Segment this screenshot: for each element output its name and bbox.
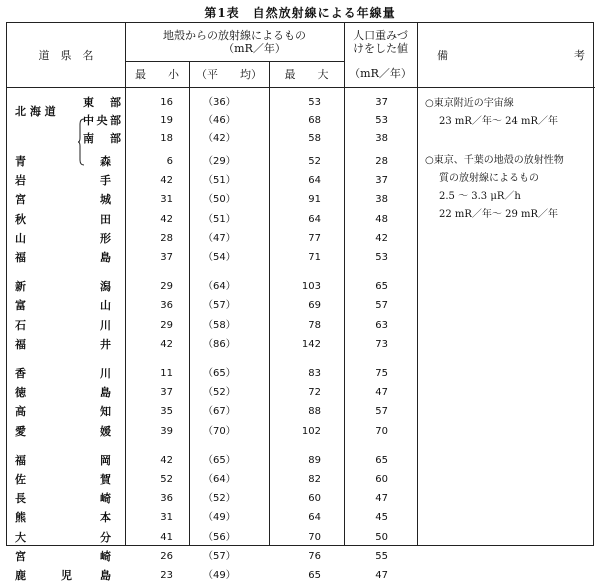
value-population-weighted: 75 [375,368,388,379]
value-min: 31 [160,512,173,523]
value-avg: （46） [203,115,236,126]
value-min: 11 [160,368,173,379]
prefecture-name: 宮 城 [15,193,111,206]
value-max: 82 [308,474,321,485]
value-avg: （56） [203,532,236,543]
value-min: 29 [160,320,173,331]
value-max: 142 [301,339,321,350]
value-population-weighted: 60 [375,474,388,485]
value-avg: （52） [203,493,236,504]
value-avg: （67） [203,406,236,417]
value-population-weighted: 37 [375,175,388,186]
value-min: 35 [160,406,173,417]
value-avg: （49） [203,570,236,581]
value-max: 58 [308,133,321,144]
prefecture-name: 新 潟 [15,280,111,293]
value-min: 36 [160,300,173,311]
value-avg: （58） [203,320,236,331]
value-avg: （57） [203,551,236,562]
value-min: 42 [160,455,173,466]
value-max: 60 [308,493,321,504]
header-ground-radiation: 地殻からの放射線によるもの [163,29,306,42]
prefecture-name: 秋 田 [15,213,111,226]
prefecture-name-hokkaido: 北 海 道 [15,105,56,118]
value-population-weighted: 47 [375,387,388,398]
value-max: 102 [301,426,321,437]
header-population-weighted: 人口重みづけをした値 [353,29,408,55]
value-min: 28 [160,233,173,244]
remark-line: 質の放射線によるもの [439,173,539,184]
prefecture-name: 青 森 [15,155,111,168]
value-min: 6 [166,156,173,167]
value-population-weighted: 53 [375,252,388,263]
value-population-weighted: 28 [375,156,388,167]
value-population-weighted: 37 [375,97,388,108]
subregion-name: 中央部 [83,114,121,127]
prefecture-name: 長 崎 [15,492,111,505]
value-population-weighted: 65 [375,281,388,292]
value-avg: （49） [203,512,236,523]
radiation-table [6,22,594,582]
value-population-weighted: 53 [375,115,388,126]
value-max: 53 [308,97,321,108]
value-population-weighted: 38 [375,133,388,144]
value-max: 89 [308,455,321,466]
value-population-weighted: 47 [375,493,388,504]
value-population-weighted: 42 [375,233,388,244]
value-min: 42 [160,214,173,225]
prefecture-name: 香 川 [15,367,111,380]
value-max: 91 [308,194,321,205]
value-avg: （70） [203,426,236,437]
table-title: 第1表 自然放射線による年線量 [204,6,396,20]
value-min: 18 [160,133,173,144]
value-max: 64 [308,175,321,186]
prefecture-name: 鹿 児 島 [15,569,111,582]
value-avg: （50） [203,194,236,205]
value-min: 26 [160,551,173,562]
value-max: 72 [308,387,321,398]
value-max: 71 [308,252,321,263]
value-avg: （65） [203,455,236,466]
value-max: 68 [308,115,321,126]
prefecture-name: 熊 本 [15,511,111,524]
value-max: 77 [308,233,321,244]
value-population-weighted: 50 [375,532,388,543]
value-max: 103 [301,281,321,292]
column-divider [417,23,418,545]
value-avg: （42） [203,133,236,144]
header-min: 最 小 [135,68,179,81]
value-max: 78 [308,320,321,331]
value-min: 39 [160,426,173,437]
prefecture-name: 大 分 [15,531,111,544]
value-max: 76 [308,551,321,562]
value-min: 37 [160,252,173,263]
remark-line: 23 mR／年～ 24 mR／年 [439,116,559,127]
value-avg: （51） [203,214,236,225]
subregion-name: 東 部 [83,96,121,109]
value-population-weighted: 47 [375,570,388,581]
subregion-name: 南 部 [83,132,121,145]
column-divider [189,61,190,545]
value-population-weighted: 45 [375,512,388,523]
header-max: 最 大 [284,68,329,81]
value-population-weighted: 63 [375,320,388,331]
value-min: 42 [160,175,173,186]
value-max: 64 [308,512,321,523]
prefecture-name: 福 井 [15,338,111,351]
value-min: 36 [160,493,173,504]
remark-line: ○東京附近の宇宙線 [425,98,514,109]
value-avg: （36） [203,97,236,108]
value-avg: （51） [203,175,236,186]
remark-line: ○東京、千葉の地殻の放射性物 [425,155,564,166]
value-avg: （86） [203,339,236,350]
value-population-weighted: 48 [375,214,388,225]
value-avg: （47） [203,233,236,244]
prefecture-name: 福 島 [15,251,111,264]
prefecture-name: 山 形 [15,232,111,245]
prefecture-name: 岩 手 [15,174,111,187]
value-population-weighted: 57 [375,300,388,311]
value-max: 52 [308,156,321,167]
prefecture-name: 福 岡 [15,454,111,467]
value-min: 52 [160,474,173,485]
value-max: 69 [308,300,321,311]
header-remarks: 備 考 [437,49,585,62]
value-population-weighted: 57 [375,406,388,417]
value-min: 42 [160,339,173,350]
value-min: 29 [160,281,173,292]
value-max: 70 [308,532,321,543]
prefecture-name: 佐 賀 [15,473,111,486]
header-avg: （平 均） [196,68,262,81]
value-population-weighted: 38 [375,194,388,205]
value-min: 31 [160,194,173,205]
prefecture-name: 石 川 [15,319,111,332]
value-min: 16 [160,97,173,108]
remark-line: 22 mR／年～ 29 mR／年 [439,209,559,220]
prefecture-name: 富 山 [15,299,111,312]
value-max: 83 [308,368,321,379]
value-min: 41 [160,532,173,543]
value-max: 65 [308,570,321,581]
value-avg: （57） [203,300,236,311]
prefecture-name: 愛 媛 [15,425,111,438]
value-min: 37 [160,387,173,398]
value-population-weighted: 65 [375,455,388,466]
value-avg: （65） [203,368,236,379]
value-avg: （54） [203,252,236,263]
value-min: 23 [160,570,173,581]
header-ground-unit: （mR／年） [223,42,286,55]
prefecture-name: 高 知 [15,405,111,418]
remark-line: 2.5 ～ 3.3 μR／h [439,191,521,202]
value-max: 88 [308,406,321,417]
header-divider [7,87,595,88]
prefecture-name: 宮 崎 [15,550,111,563]
header-population-unit: （mR／年） [349,67,412,80]
header-divider [125,61,344,62]
prefecture-name: 徳 島 [15,386,111,399]
value-population-weighted: 55 [375,551,388,562]
header-prefecture: 道 県 名 [38,49,94,62]
value-avg: （29） [203,156,236,167]
value-avg: （64） [203,474,236,485]
value-max: 64 [308,214,321,225]
value-avg: （52） [203,387,236,398]
value-avg: （64） [203,281,236,292]
value-population-weighted: 70 [375,426,388,437]
value-min: 19 [160,115,173,126]
value-population-weighted: 73 [375,339,388,350]
